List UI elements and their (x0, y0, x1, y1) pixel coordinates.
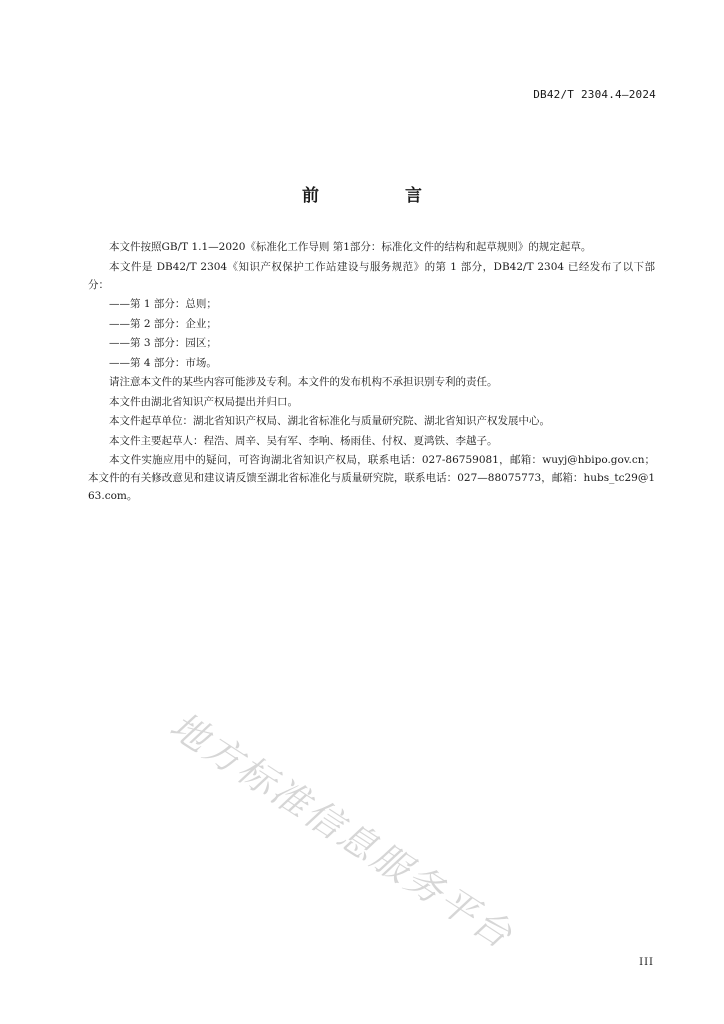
page-title: 前 言 (302, 186, 462, 206)
document-code: DB42/T 2304.4—2024 (533, 88, 656, 101)
watermark: 地方标准信息服务平台 (162, 703, 522, 958)
paragraph-series-intro: 本文件是 DB42/T 2304《知识产权保护工作站建设与服务规范》的第 1 部分，DB42/T 2304 已经发布了以下部分： (88, 260, 655, 291)
paragraph-drafters: 本文件主要起草人：程浩、周辛、吴有军、李响、杨雨佳、付权、夏鸿铁、李越子。 (109, 434, 498, 447)
list-item-part-2: ——第 2 部分：企业； (109, 317, 217, 330)
paragraph-proposer: 本文件由湖北省知识产权局提出并归口。 (109, 395, 298, 408)
list-item-part-4: ——第 4 部分：市场。 (109, 356, 217, 369)
foreword-body (88, 238, 655, 507)
paragraph-patent-notice: 请注意本文件的某些内容可能涉及专利。本文件的发布机构不承担识别专利的责任。 (109, 376, 498, 388)
paragraph-drafting-rule: 本文件按照GB/T 1.1—2020《标准化工作导则 第1部分：标准化文件的结构和起草规则》的规定起草。 (109, 241, 592, 253)
paragraph-drafting-units: 本文件起草单位：湖北省知识产权局、湖北省标准化与质量研究院、湖北省知识产权发展中心。 (109, 415, 550, 427)
list-item-part-3: ——第 3 部分：园区； (109, 337, 217, 349)
list-item-part-1: ——第 1 部分：总则； (109, 298, 217, 310)
paragraph-contact: 本文件实施应用中的疑问，可咨询湖北省知识产权局，联系电话：027-86759081，邮箱：wuyj@hbipo.gov.cn；本文件的有关修改意见和建议请反馈至湖北省标准化与质量研究院，联系电话：027—88075773，邮箱：hubs_tc29@163.com。 (88, 454, 655, 502)
page-number: III (639, 957, 654, 968)
